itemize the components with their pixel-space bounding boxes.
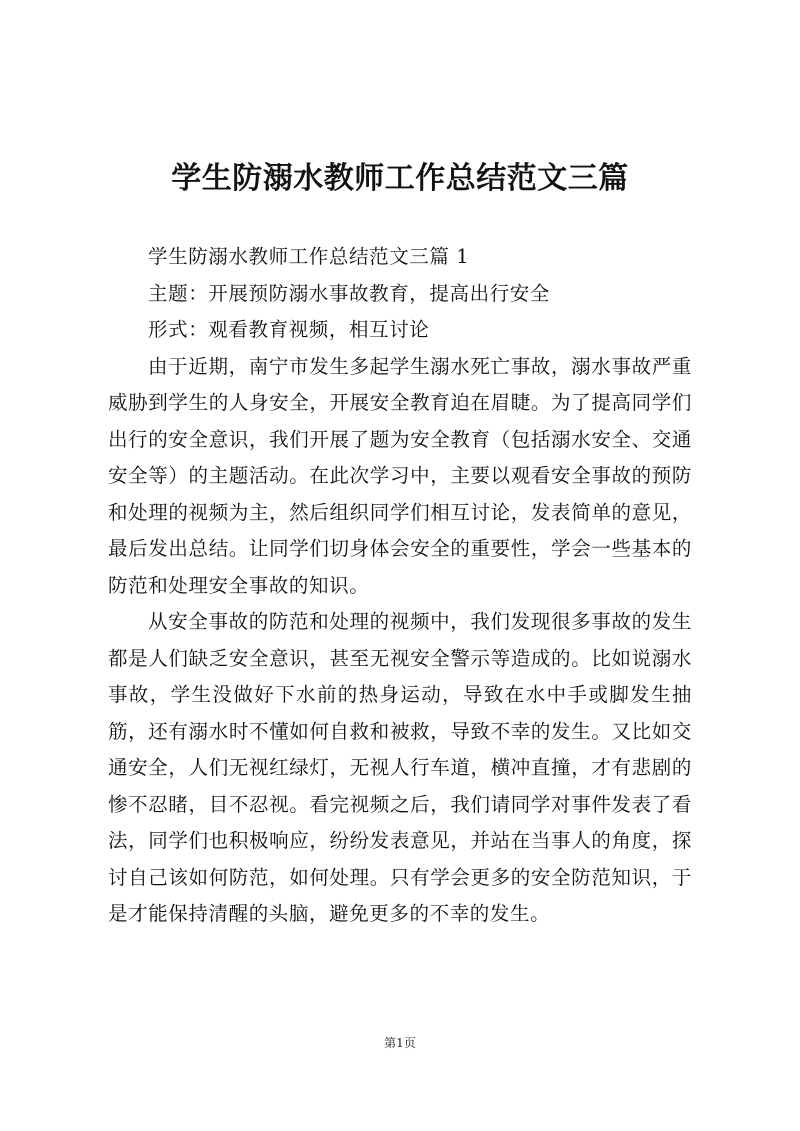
document-body xyxy=(108,239,692,933)
page-number: 第1页 xyxy=(384,1036,416,1050)
theme-line: 主题：开展预防溺水事故教育，提高出行安全 xyxy=(148,281,551,305)
paragraph: 由于近期，南宁市发生多起学生溺水死亡事故，溺水事故严重威胁到学生的人身安全，开展安全教育迫在眉睫。为了提高同学们出行的安全意识，我们开展了题为安全教育（包括溺水安全、交通安全等）的主题活动。在此次学习中，主要以观看安全事故的预防和处理的视频为主，然后组织同学们相互讨论，发表简单的意见，最后发出总结。让同学们切身体会安全的重要性，学会一些基本的防范和处理安全事故的知识。 xyxy=(108,354,692,597)
document-title: 学生防溺水教师工作总结范文三篇 xyxy=(171,161,629,196)
format-line: 形式：观看教育视频，相互讨论 xyxy=(148,318,430,341)
paragraph: 从安全事故的防范和处理的视频中，我们发现很多事故的发生都是人们缺乏安全意识，甚至无视安全警示等造成的。比如说溺水事故，学生没做好下水前的热身运动，导致在水中手或脚发生抽筋，还有溺水时不懂如何自救和被救，导致不幸的发生。又比如交通安全，人们无视红绿灯，无视人行车道，横冲直撞，才有悲剧的惨不忍睹，目不忍视。看完视频之后，我们请同学对事件发表了看法，同学们也积极响应，纷纷发表意见，并站在当事人的角度，探讨自己该如何防范，如何处理。只有学会更多的安全防范知识，于是才能保持清醒的头脑，避免更多的不幸的发生。 xyxy=(108,610,692,925)
subtitle-line: 学生防溺水教师工作总结范文三篇 1 xyxy=(148,245,470,268)
